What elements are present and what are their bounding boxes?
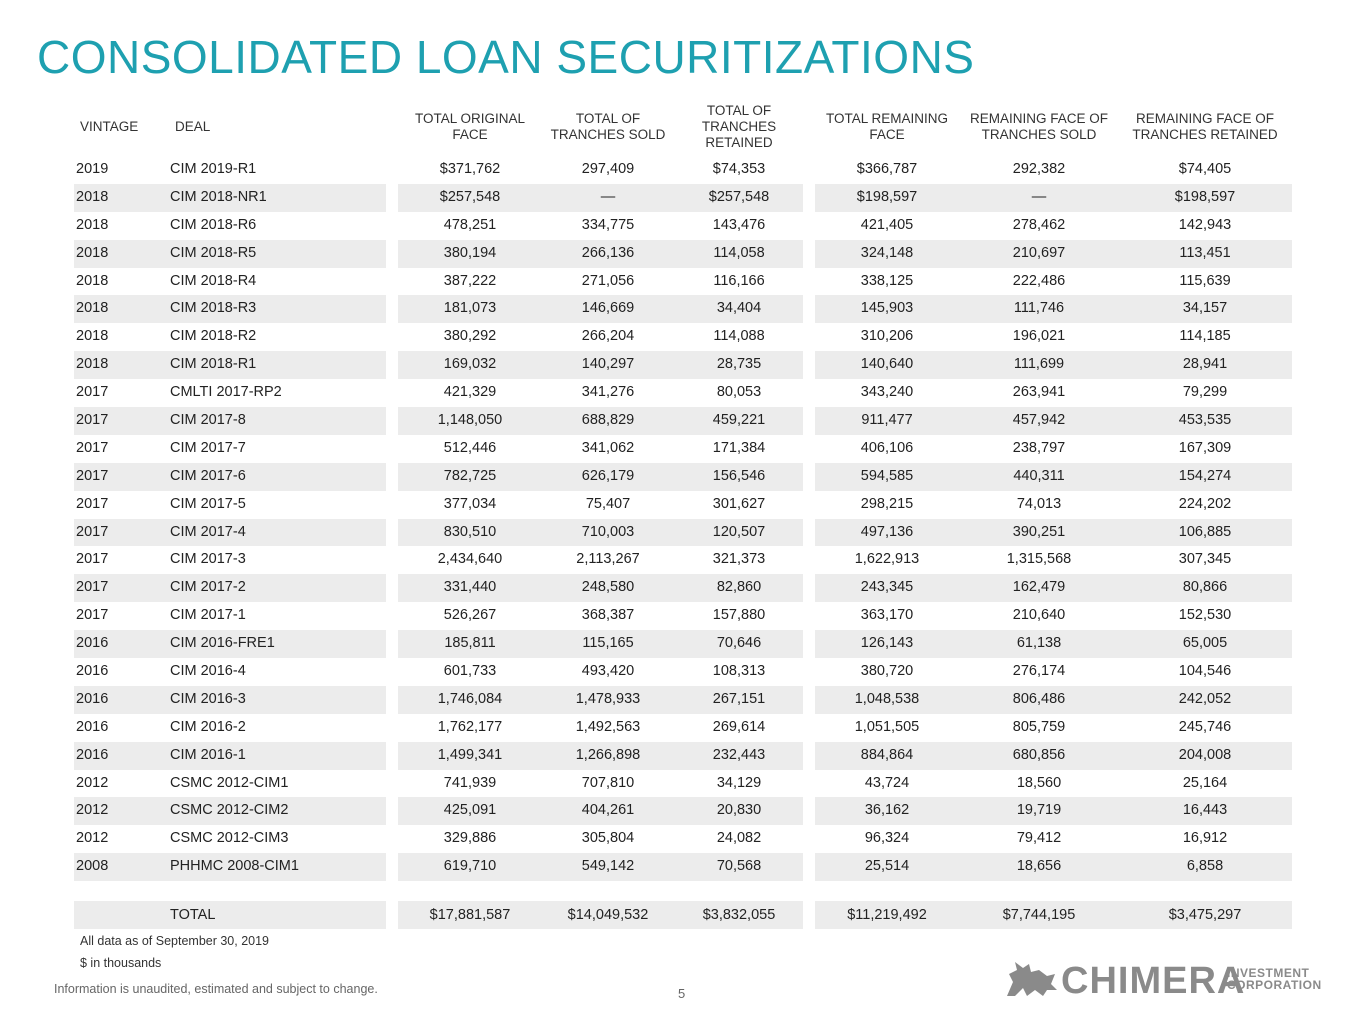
cell-total-tranches-sold: 266,204: [581, 328, 635, 345]
cell-total-tranches-retained: 267,151: [712, 690, 766, 707]
cell-remaining-face-retained: $74,405: [1178, 161, 1232, 177]
cell-total-tranches-retained: 459,221: [712, 412, 766, 429]
cell-total-original-face: 377,034: [443, 495, 497, 512]
cell-total-remaining-face: 406,106: [860, 439, 914, 456]
cell-total-tranches-retained: 82,860: [716, 579, 762, 596]
cell-remaining-face-retained: 114,185: [1179, 328, 1231, 345]
cell-remaining-face-retained: 113,451: [1179, 244, 1231, 261]
cell-total-tranches-retained: 120,507: [712, 523, 766, 540]
header-total-tranches-sold: TOTAL OF TRANCHES SOLD: [550, 111, 666, 142]
table-row: [74, 184, 1292, 212]
cell-total-tranches-sold: 1,266,898: [575, 746, 641, 763]
cell-total-remaining-face: 421,405: [860, 216, 914, 233]
cell-total-original-face: 1,762,177: [437, 718, 503, 735]
cell-remaining-face-sold: 806,486: [1012, 690, 1066, 707]
table-row: [74, 825, 1292, 853]
cell-remaining-face-retained: $198,597: [1174, 188, 1236, 205]
cell-total-remaining-face: 243,345: [860, 579, 914, 596]
cell-total-tranches-retained: 34,404: [716, 300, 762, 317]
cell-total-remaining-face: 884,864: [860, 746, 914, 763]
cell-remaining-face-retained: 307,345: [1178, 551, 1232, 568]
cell-deal: CMLTI 2017-RP2: [170, 384, 282, 401]
table-row: [74, 797, 1292, 825]
cell-remaining-face-retained: 65,005: [1182, 635, 1228, 652]
cell-total-tranches-retained: 157,880: [712, 607, 766, 624]
cell-remaining-face-retained: 115,639: [1179, 272, 1231, 289]
cell-remaining-face-sold: 196,021: [1012, 328, 1066, 345]
cell-total-tranches-retained: 232,443: [712, 746, 766, 763]
cell-deal: CIM 2018-R6: [170, 216, 257, 233]
cell-vintage: 2017: [76, 607, 109, 624]
cell-deal: CIM 2019-R1: [170, 161, 257, 177]
cell-remaining-face-sold: 222,486: [1012, 272, 1066, 289]
cell-remaining-face-retained: 28,941: [1182, 356, 1228, 373]
cell-total-tranches-retained: 143,476: [712, 216, 766, 233]
cell-total-tranches-sold: 549,142: [581, 858, 635, 875]
cell-deal: CIM 2018-NR1: [170, 188, 267, 205]
cell-deal: CSMC 2012-CIM3: [170, 830, 289, 847]
cell-vintage: 2017: [76, 579, 109, 596]
cell-remaining-face-retained: 204,008: [1178, 746, 1232, 763]
cell-total-tranches-sold: 1,478,933: [575, 690, 641, 707]
cell-total-original-face: 601,733: [443, 663, 497, 680]
cell-total-remaining-face: 338,125: [860, 272, 914, 289]
cell-total-remaining-face: 36,162: [864, 802, 910, 819]
cell-total-tranches-sold: 140,297: [581, 356, 635, 373]
cell-total-tranches-retained: 116,166: [713, 272, 765, 289]
chimera-logo: [1003, 958, 1341, 1002]
cell-total-tranches-retained: 80,053: [716, 384, 762, 401]
cell-remaining-face-sold: 61,138: [1016, 635, 1062, 652]
cell-total-tranches-sold: 2,113,267: [576, 551, 640, 568]
table-row: [74, 407, 1292, 435]
cell-total-tranches-retained: 114,088: [713, 328, 765, 345]
cell-vintage: 2017: [76, 551, 109, 568]
logo-subtitle-line2: CORPORATION: [1227, 978, 1322, 992]
cell-remaining-face-sold: 263,941: [1012, 384, 1066, 401]
cell-total-original-face: 380,292: [443, 328, 497, 345]
cell-total-tranches-retained: 321,373: [712, 551, 766, 568]
cell-total-remaining-face: 43,724: [864, 774, 910, 791]
table-row: [74, 714, 1292, 742]
cell-remaining-face-sold: 19,719: [1016, 802, 1062, 819]
table-row: [74, 602, 1292, 630]
cell-remaining-face-sold: 457,942: [1012, 412, 1066, 429]
cell-vintage: 2012: [76, 830, 109, 847]
table-row: [74, 686, 1292, 714]
cell-deal: CIM 2017-8: [170, 412, 246, 429]
cell-vintage: 2012: [76, 802, 109, 819]
cell-total-tranches-sold: 1,492,563: [575, 718, 641, 735]
cell-remaining-face-sold: 292,382: [1012, 161, 1066, 177]
total-tranches-sold: $14,049,532: [567, 907, 649, 924]
cell-total-tranches-retained: $257,548: [708, 188, 770, 205]
cell-vintage: 2016: [76, 663, 109, 680]
cell-total-tranches-sold: 493,420: [581, 663, 635, 680]
cell-remaining-face-retained: 142,943: [1178, 216, 1232, 233]
dragon-icon: [1003, 960, 1059, 1000]
cell-total-tranches-sold: —: [600, 188, 616, 205]
cell-total-original-face: 169,032: [443, 356, 497, 373]
cell-remaining-face-sold: 162,479: [1012, 579, 1066, 596]
cell-total-tranches-retained: 301,627: [712, 495, 766, 512]
cell-total-remaining-face: 126,143: [860, 635, 914, 652]
cell-vintage: 2019: [76, 161, 109, 177]
cell-total-remaining-face: 1,051,505: [854, 718, 920, 735]
cell-total-tranches-sold: 266,136: [581, 244, 635, 261]
cell-deal: CIM 2016-3: [170, 690, 246, 707]
cell-deal: CIM 2016-2: [170, 718, 246, 735]
cell-total-remaining-face: 25,514: [864, 858, 910, 875]
logo-wordmark: CHIMERA: [1061, 960, 1246, 1002]
table-body: [74, 156, 1292, 881]
cell-remaining-face-sold: 74,013: [1016, 495, 1062, 512]
table-row: [74, 630, 1292, 658]
cell-total-remaining-face: 310,206: [860, 328, 914, 345]
cell-total-original-face: 741,939: [443, 774, 497, 791]
cell-total-original-face: 421,329: [443, 384, 497, 401]
table-row: [74, 853, 1292, 881]
table-row: [74, 268, 1292, 296]
cell-deal: CSMC 2012-CIM2: [170, 802, 289, 819]
cell-total-tranches-sold: 115,165: [582, 635, 634, 652]
cell-total-remaining-face: 1,622,913: [854, 551, 920, 568]
cell-total-tranches-retained: 114,058: [713, 244, 765, 261]
cell-total-tranches-retained: 269,614: [712, 718, 766, 735]
cell-remaining-face-retained: 245,746: [1178, 718, 1232, 735]
cell-remaining-face-retained: 34,157: [1182, 300, 1228, 317]
cell-vintage: 2018: [76, 328, 109, 345]
cell-deal: CIM 2017-3: [170, 551, 246, 568]
logo-subtitle: [1227, 967, 1322, 991]
table-row: [74, 295, 1292, 323]
cell-total-tranches-retained: 171,384: [712, 439, 766, 456]
cell-total-remaining-face: 343,240: [860, 384, 914, 401]
cell-total-original-face: 619,710: [443, 858, 497, 875]
table-row: [74, 435, 1292, 463]
cell-remaining-face-sold: 210,697: [1012, 244, 1066, 261]
cell-remaining-face-sold: 440,311: [1013, 467, 1065, 484]
cell-total-tranches-sold: 334,775: [581, 216, 635, 233]
cell-remaining-face-retained: 242,052: [1178, 690, 1232, 707]
table-header: [74, 98, 1292, 156]
cell-vintage: 2012: [76, 774, 109, 791]
cell-remaining-face-retained: 453,535: [1178, 412, 1232, 429]
cell-vintage: 2016: [76, 718, 109, 735]
securitizations-table: [74, 98, 1292, 929]
cell-total-tranches-sold: 688,829: [581, 412, 635, 429]
cell-remaining-face-sold: —: [1031, 188, 1047, 205]
table-row: [74, 574, 1292, 602]
table-row: [74, 212, 1292, 240]
header-vintage: VINTAGE: [80, 119, 139, 134]
cell-total-remaining-face: $198,597: [856, 188, 918, 205]
header-deal: DEAL: [175, 119, 211, 134]
page-number: 5: [678, 986, 686, 1001]
cell-remaining-face-sold: 278,462: [1012, 216, 1066, 233]
page-title: CONSOLIDATED LOAN SECURITIZATIONS: [37, 31, 975, 83]
cell-total-tranches-sold: 404,261: [581, 802, 635, 819]
cell-remaining-face-sold: 79,412: [1016, 830, 1062, 847]
cell-total-original-face: 2,434,640: [437, 551, 503, 568]
total-remaining-face-sold: $7,744,195: [1002, 907, 1076, 924]
cell-total-tranches-sold: 146,669: [581, 300, 635, 317]
cell-vintage: 2008: [76, 858, 109, 875]
cell-total-remaining-face: 298,215: [860, 495, 914, 512]
cell-remaining-face-retained: 6,858: [1186, 858, 1224, 875]
cell-deal: CIM 2017-6: [170, 467, 246, 484]
cell-remaining-face-retained: 25,164: [1182, 774, 1228, 791]
cell-total-tranches-sold: 341,062: [581, 439, 635, 456]
cell-vintage: 2017: [76, 439, 109, 456]
cell-total-original-face: 387,222: [443, 272, 497, 289]
header-remaining-face-sold: REMAINING FACE OF TRANCHES SOLD: [969, 111, 1108, 142]
cell-remaining-face-sold: 1,315,568: [1006, 551, 1072, 568]
cell-remaining-face-retained: 16,912: [1182, 830, 1228, 847]
total-remaining-face: $11,219,492: [847, 907, 927, 924]
cell-remaining-face-sold: 238,797: [1012, 439, 1066, 456]
total-row: [74, 901, 1292, 929]
cell-total-remaining-face: 911,477: [861, 412, 913, 429]
cell-deal: CIM 2018-R2: [170, 328, 257, 345]
cell-total-remaining-face: 594,585: [860, 467, 914, 484]
cell-remaining-face-sold: 210,640: [1012, 607, 1066, 624]
cell-vintage: 2017: [76, 384, 109, 401]
cell-total-tranches-sold: 271,056: [581, 272, 635, 289]
cell-remaining-face-retained: 79,299: [1182, 384, 1228, 401]
cell-remaining-face-sold: 111,746: [1013, 300, 1065, 317]
total-original-face: $17,881,587: [429, 907, 511, 924]
cell-total-original-face: $371,762: [439, 161, 501, 177]
cell-total-original-face: 782,725: [443, 467, 497, 484]
cell-vintage: 2017: [76, 523, 109, 540]
cell-remaining-face-retained: 80,866: [1182, 579, 1228, 596]
table-row: [74, 156, 1292, 184]
cell-total-remaining-face: 1,048,538: [854, 690, 920, 707]
cell-total-original-face: 512,446: [443, 439, 497, 456]
footer-disclaimer: Information is unaudited, estimated and subject to change.: [54, 982, 378, 996]
cell-total-tranches-retained: 20,830: [716, 802, 762, 819]
cell-total-tranches-retained: 156,546: [712, 467, 766, 484]
total-tranches-retained: $3,832,055: [702, 907, 776, 924]
cell-remaining-face-sold: 18,560: [1016, 774, 1062, 791]
header-total-tranches-retained: TOTAL OF TRANCHES RETAINED: [701, 103, 777, 150]
cell-remaining-face-sold: 18,656: [1016, 858, 1062, 875]
cell-vintage: 2018: [76, 300, 109, 317]
cell-total-tranches-retained: $74,353: [712, 161, 766, 177]
cell-deal: CIM 2016-FRE1: [170, 635, 275, 652]
table-row: [74, 491, 1292, 519]
cell-total-original-face: 181,073: [443, 300, 497, 317]
cell-total-tranches-retained: 70,568: [716, 858, 762, 875]
cell-deal: CIM 2017-1: [170, 607, 246, 624]
cell-vintage: 2017: [76, 412, 109, 429]
header-remaining-face-retained: REMAINING FACE OF TRANCHES RETAINED: [1132, 111, 1278, 142]
cell-total-original-face: 526,267: [443, 607, 497, 624]
cell-vintage: 2016: [76, 690, 109, 707]
cell-deal: CIM 2016-1: [170, 746, 246, 763]
table-row: [74, 742, 1292, 770]
cell-total-remaining-face: 96,324: [864, 830, 910, 847]
cell-remaining-face-retained: 16,443: [1182, 802, 1228, 819]
header-total-original-face: TOTAL ORIGINAL FACE: [414, 111, 526, 142]
cell-total-remaining-face: 380,720: [860, 663, 914, 680]
cell-total-original-face: 1,746,084: [437, 690, 503, 707]
table-row: [74, 546, 1292, 574]
cell-vintage: 2018: [76, 272, 109, 289]
cell-total-remaining-face: 324,148: [860, 244, 914, 261]
cell-vintage: 2018: [76, 244, 109, 261]
table-row: [74, 240, 1292, 268]
cell-vintage: 2017: [76, 495, 109, 512]
cell-deal: PHHMC 2008-CIM1: [170, 858, 299, 875]
logo-subtitle-line1: INVESTMENT: [1227, 966, 1310, 980]
header-total-remaining-face: TOTAL REMAINING FACE: [825, 111, 948, 142]
total-label: TOTAL: [170, 907, 216, 924]
table-row: [74, 351, 1292, 379]
cell-total-tranches-sold: 368,387: [581, 607, 635, 624]
cell-total-tranches-sold: 248,580: [581, 579, 635, 596]
cell-remaining-face-retained: 104,546: [1178, 663, 1232, 680]
cell-total-tranches-sold: 297,409: [581, 161, 635, 177]
cell-deal: CIM 2016-4: [170, 663, 246, 680]
cell-total-remaining-face: 363,170: [860, 607, 914, 624]
table-row: [74, 323, 1292, 351]
cell-deal: CIM 2017-4: [170, 523, 246, 540]
cell-total-tranches-sold: 707,810: [581, 774, 635, 791]
cell-total-original-face: 185,811: [444, 635, 496, 652]
cell-total-remaining-face: 140,640: [860, 356, 914, 373]
cell-remaining-face-sold: 680,856: [1012, 746, 1066, 763]
cell-deal: CIM 2017-7: [170, 439, 246, 456]
cell-total-remaining-face: 497,136: [860, 523, 914, 540]
cell-deal: CIM 2018-R5: [170, 244, 257, 261]
cell-deal: CSMC 2012-CIM1: [170, 774, 289, 791]
cell-total-original-face: 1,148,050: [437, 412, 503, 429]
cell-total-tranches-sold: 341,276: [581, 384, 635, 401]
cell-total-tranches-retained: 24,082: [716, 830, 762, 847]
cell-remaining-face-sold: 111,699: [1013, 356, 1065, 373]
cell-total-original-face: 830,510: [443, 523, 497, 540]
cell-total-original-face: 425,091: [443, 802, 497, 819]
cell-vintage: 2018: [76, 356, 109, 373]
cell-vintage: 2016: [76, 746, 109, 763]
table-row: [74, 519, 1292, 547]
cell-total-original-face: 331,440: [443, 579, 497, 596]
cell-deal: CIM 2017-5: [170, 495, 246, 512]
cell-vintage: 2018: [76, 216, 109, 233]
cell-total-remaining-face: $366,787: [856, 161, 918, 177]
cell-remaining-face-retained: 154,274: [1178, 467, 1232, 484]
cell-remaining-face-sold: 805,759: [1012, 718, 1066, 735]
cell-total-tranches-sold: 710,003: [581, 523, 635, 540]
cell-total-original-face: 329,886: [443, 830, 497, 847]
cell-vintage: 2018: [76, 188, 109, 205]
table-row: [74, 379, 1292, 407]
cell-vintage: 2017: [76, 467, 109, 484]
cell-remaining-face-sold: 276,174: [1012, 663, 1066, 680]
cell-total-tranches-retained: 34,129: [716, 774, 762, 791]
total-remaining-face-retained: $3,475,297: [1168, 907, 1242, 924]
cell-total-tranches-retained: 70,646: [716, 635, 762, 652]
cell-remaining-face-retained: 224,202: [1178, 495, 1232, 512]
cell-vintage: 2016: [76, 635, 109, 652]
cell-total-tranches-sold: 626,179: [581, 467, 635, 484]
cell-deal: CIM 2017-2: [170, 579, 246, 596]
cell-remaining-face-retained: 106,885: [1178, 523, 1232, 540]
table-row: [74, 463, 1292, 491]
table-row: [74, 770, 1292, 798]
cell-total-remaining-face: 145,903: [860, 300, 914, 317]
note-as-of: All data as of September 30, 2019: [80, 934, 270, 948]
cell-total-tranches-sold: 305,804: [581, 830, 635, 847]
cell-deal: CIM 2018-R3: [170, 300, 257, 317]
cell-total-original-face: 380,194: [443, 244, 497, 261]
cell-remaining-face-retained: 167,309: [1178, 439, 1232, 456]
cell-total-tranches-retained: 108,313: [712, 663, 766, 680]
cell-remaining-face-retained: 152,530: [1178, 607, 1232, 624]
note-units: $ in thousands: [80, 956, 162, 970]
table-row: [74, 658, 1292, 686]
cell-deal: CIM 2018-R1: [170, 356, 257, 373]
cell-total-tranches-sold: 75,407: [585, 495, 631, 512]
cell-total-tranches-retained: 28,735: [716, 356, 762, 373]
cell-remaining-face-sold: 390,251: [1012, 523, 1066, 540]
cell-total-original-face: $257,548: [439, 188, 501, 205]
cell-total-original-face: 1,499,341: [437, 746, 503, 763]
cell-total-original-face: 478,251: [443, 216, 497, 233]
cell-deal: CIM 2018-R4: [170, 272, 257, 289]
